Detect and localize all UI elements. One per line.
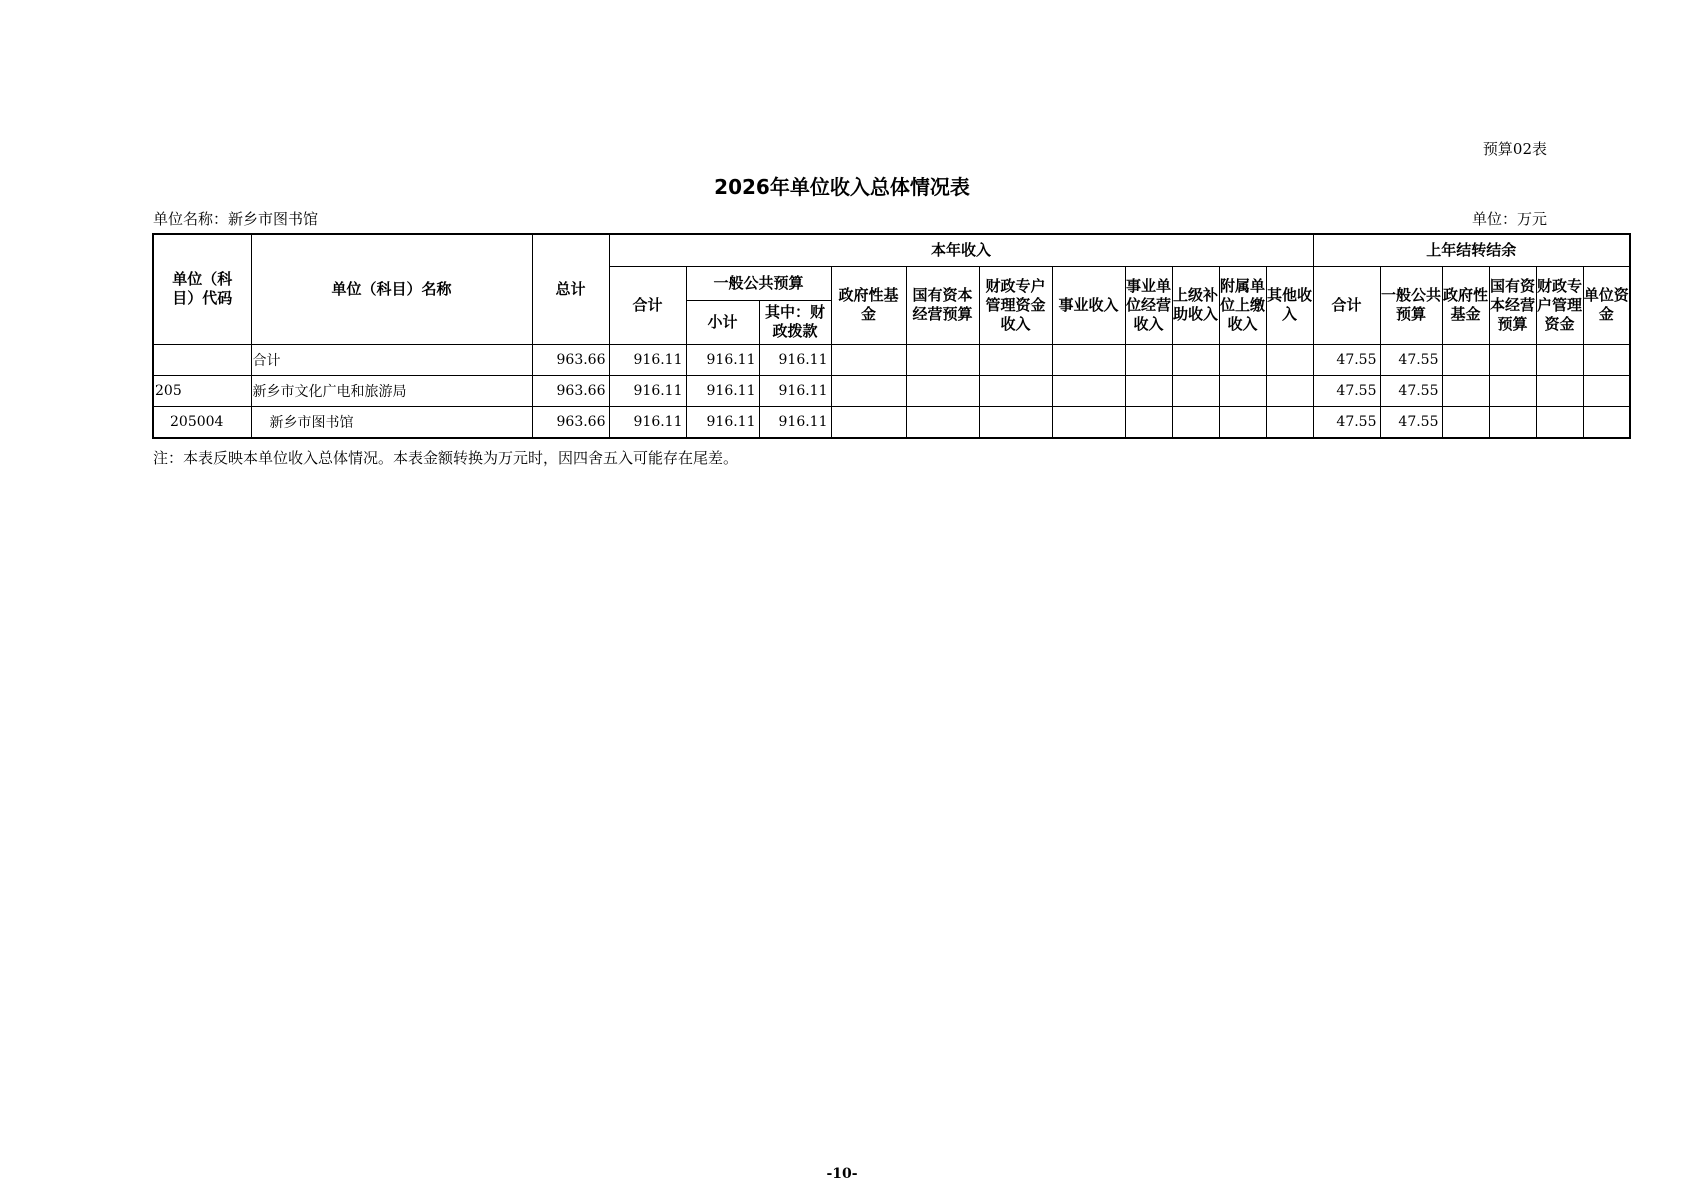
row-cell	[979, 406, 1052, 438]
row-cell	[1442, 375, 1489, 406]
row-cy-total: 916.11	[609, 406, 686, 438]
table-row	[153, 375, 1630, 406]
row-cell	[1266, 375, 1313, 406]
currency-unit-label: 单位：万元	[1471, 210, 1547, 228]
row-py-general-budget: 47.55	[1380, 375, 1442, 406]
row-cell	[1442, 406, 1489, 438]
header-code: 单位（科目）代码	[153, 234, 251, 344]
header-cy-business-income: 事业收入	[1052, 266, 1125, 344]
header-current-year: 本年收入	[609, 234, 1313, 266]
row-py-total: 47.55	[1313, 406, 1380, 438]
header-py-general-budget: 一般公共预算	[1380, 266, 1442, 344]
row-code	[153, 344, 251, 375]
row-code: 205	[153, 375, 251, 406]
table-row	[153, 406, 1630, 438]
row-cell	[1266, 344, 1313, 375]
row-cy-gb-fiscal: 916.11	[759, 406, 831, 438]
row-cell	[1489, 344, 1536, 375]
row-cell	[906, 406, 979, 438]
row-cell	[1536, 406, 1583, 438]
row-total: 963.66	[532, 344, 609, 375]
row-cy-gb-subtotal: 916.11	[686, 344, 759, 375]
row-cell	[906, 344, 979, 375]
header-py-gov-fund: 政府性基金	[1442, 266, 1489, 344]
header-cy-superior-subsidy: 上级补助收入	[1172, 266, 1219, 344]
row-cell	[1125, 406, 1172, 438]
header-prior-year: 上年结转结余	[1313, 234, 1630, 266]
row-cell	[1583, 406, 1630, 438]
header-py-unit-fund: 单位资金	[1583, 266, 1630, 344]
row-py-general-budget: 47.55	[1380, 344, 1442, 375]
row-cell	[1219, 406, 1266, 438]
page-number: -10-	[826, 1166, 858, 1182]
row-name: 新乡市文化广电和旅游局	[251, 375, 532, 406]
row-cell	[1219, 375, 1266, 406]
header-cy-gb-subtotal: 小计	[686, 300, 759, 344]
table-code: 预算02表	[1482, 140, 1547, 158]
row-cell	[979, 375, 1052, 406]
row-code: 205004	[153, 406, 251, 438]
row-cy-total: 916.11	[609, 344, 686, 375]
header-cy-general-budget: 一般公共预算	[686, 266, 831, 300]
row-cell	[1052, 406, 1125, 438]
table-row	[153, 344, 1630, 375]
row-cell	[906, 375, 979, 406]
row-cell	[1489, 375, 1536, 406]
row-py-total: 47.55	[1313, 344, 1380, 375]
row-cell	[1489, 406, 1536, 438]
header-cy-gb-fiscal: 其中：财政拨款	[759, 300, 831, 344]
row-cell	[831, 375, 906, 406]
row-cell	[1052, 375, 1125, 406]
header-cy-affiliated-remit: 附属单位上缴收入	[1219, 266, 1266, 344]
row-cell	[1219, 344, 1266, 375]
row-total: 963.66	[532, 375, 609, 406]
row-name: 合计	[251, 344, 532, 375]
table-note: 注：本表反映本单位收入总体情况。本表金额转换为万元时，因四舍五入可能存在尾差。	[153, 449, 739, 467]
row-cell	[1172, 344, 1219, 375]
row-cy-total: 916.11	[609, 375, 686, 406]
row-cell	[1052, 344, 1125, 375]
header-cy-other: 其他收入	[1266, 266, 1313, 344]
row-name: 新乡市图书馆	[251, 406, 532, 438]
row-cell	[1536, 375, 1583, 406]
row-py-total: 47.55	[1313, 375, 1380, 406]
header-py-state-capital: 国有资本经营预算	[1489, 266, 1536, 344]
row-cell	[831, 406, 906, 438]
row-cell	[831, 344, 906, 375]
row-cell	[1172, 406, 1219, 438]
header-py-special-fiscal: 财政专户管理资金	[1536, 266, 1583, 344]
row-cell	[1583, 375, 1630, 406]
row-total: 963.66	[532, 406, 609, 438]
unit-name-label: 单位名称：新乡市图书馆	[153, 210, 319, 228]
row-cell	[979, 344, 1052, 375]
row-cell	[1442, 344, 1489, 375]
row-cy-gb-fiscal: 916.11	[759, 344, 831, 375]
row-cell	[1125, 375, 1172, 406]
page-title: 2026年单位收入总体情况表	[714, 175, 970, 199]
header-cy-special-fiscal: 财政专户管理资金收入	[979, 266, 1052, 344]
header-cy-state-capital: 国有资本经营预算	[906, 266, 979, 344]
row-cell	[1125, 344, 1172, 375]
header-cy-business-operation: 事业单位经营收入	[1125, 266, 1172, 344]
income-summary-table	[152, 233, 1631, 439]
row-cy-gb-subtotal: 916.11	[686, 406, 759, 438]
row-cy-gb-subtotal: 916.11	[686, 375, 759, 406]
row-cy-gb-fiscal: 916.11	[759, 375, 831, 406]
row-cell	[1536, 344, 1583, 375]
row-cell	[1172, 375, 1219, 406]
header-py-total: 合计	[1313, 266, 1380, 344]
header-total: 总计	[532, 234, 609, 344]
row-py-general-budget: 47.55	[1380, 406, 1442, 438]
header-cy-gov-fund: 政府性基金	[831, 266, 906, 344]
row-cell	[1266, 406, 1313, 438]
header-cy-total: 合计	[609, 266, 686, 344]
row-cell	[1583, 344, 1630, 375]
header-name: 单位（科目）名称	[251, 234, 532, 344]
